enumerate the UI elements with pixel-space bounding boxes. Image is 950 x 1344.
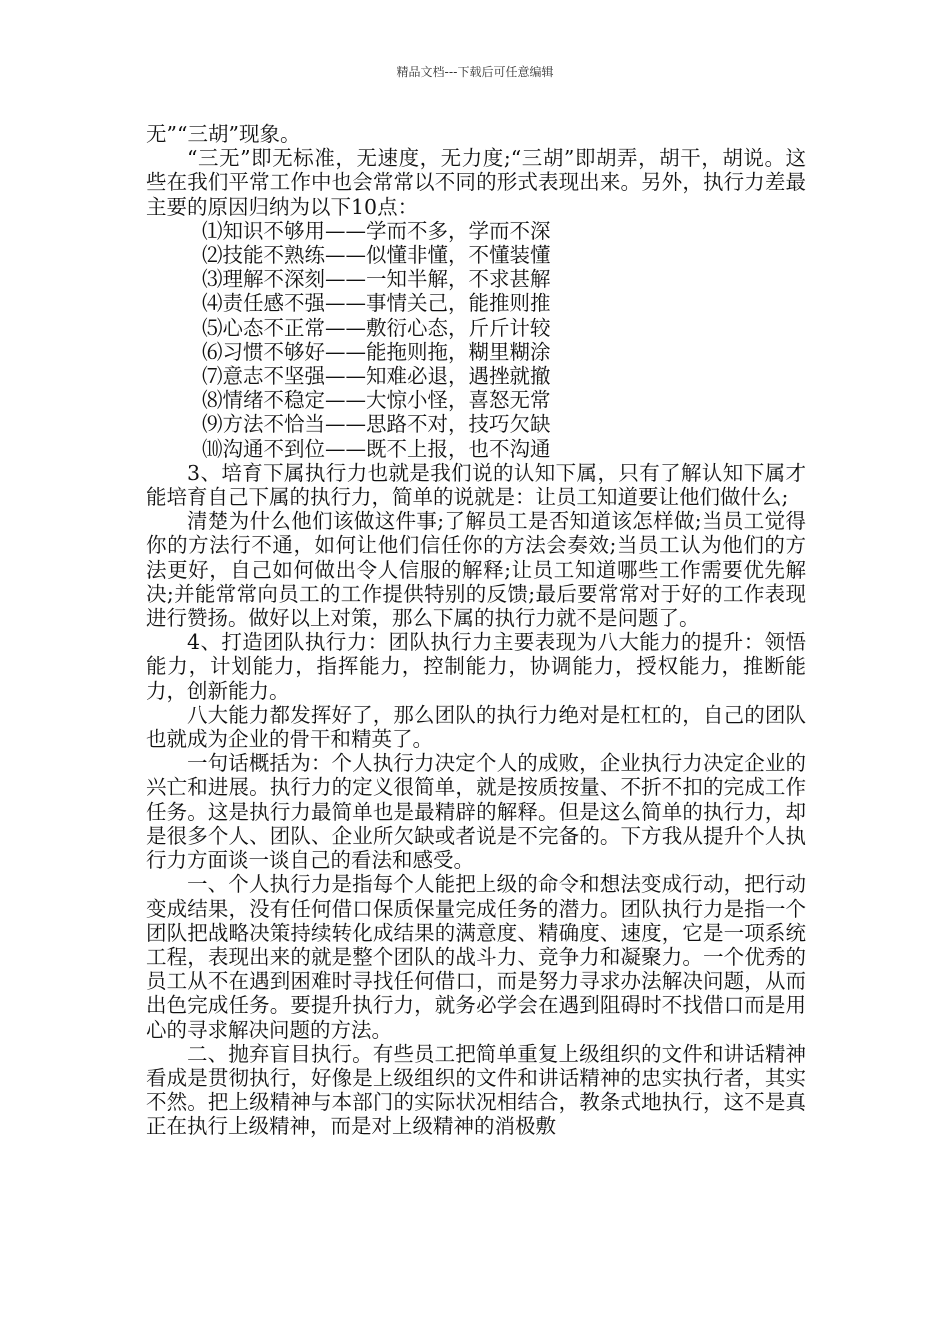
list-item: ⑽沟通不到位——既不上报，也不沟通	[202, 436, 551, 461]
list-item: ⑼方法不恰当——思路不对，技巧欠缺	[202, 412, 551, 437]
list-item: ⑻情绪不稳定——大惊小怪，喜怒无常	[202, 388, 551, 413]
paragraph: 清楚为什么他们该做这件事;了解员工是否知道该怎样做;当员工觉得你的方法行不通，如何让他们信任你的方法会奏效;当员工认为他们的方法更好，自己如何做出令人信服的解释;让员工知道哪些工作需要优先解决;并能常常向员工的工作提供特别的反馈;最后要常常对于好的工作表现进行赞扬。做好以上对策，那么下属的执行力就不是问题了。	[146, 509, 806, 631]
paragraph: 4、打造团队执行力：团队执行力主要表现为八大能力的提升：领悟能力，计划能力，指挥能力，控制能力，协调能力，授权能力，推断能力，创新能力。	[146, 630, 806, 703]
list-item: ⑵技能不熟练——似懂非懂，不懂装懂	[202, 243, 551, 268]
paragraph: “三无”即无标准，无速度，无力度;“三胡”即胡弄，胡干，胡说。这些在我们平常工作中也会常常以不同的形式表现出来。另外，执行力差最主要的原因归纳为以下10点：	[146, 146, 806, 219]
list-item: ⑴知识不够用——学而不多，学而不深	[202, 218, 551, 243]
paragraph: 无”“三胡”现象。	[146, 122, 301, 146]
reasons-list	[146, 219, 806, 461]
list-item: ⑷责任感不强——事情关己，能推则推	[202, 291, 551, 316]
paragraph: 二、抛弃盲目执行。有些员工把简单重复上级组织的文件和讲话精神看成是贯彻执行，好像是上级组织的文件和讲话精神的忠实执行者，其实不然。把上级精神与本部门的实际状况相结合，教条式地执行，这不是真正在执行上级精神，而是对上级精神的消极敷	[146, 1041, 806, 1139]
page-header: 精品文档---下载后可任意编辑	[396, 65, 554, 79]
list-item: ⑶理解不深刻——一知半解，不求甚解	[202, 267, 551, 292]
document-body	[146, 122, 806, 1139]
paragraph: 八大能力都发挥好了，那么团队的执行力绝对是杠杠的，自己的团队也就成为企业的骨干和精英了。	[146, 702, 806, 752]
paragraph: 3、培育下属执行力也就是我们说的认知下属，只有了解认知下属才能培育自己下属的执行力，简单的说就是：让员工知道要让他们做什么;	[146, 460, 806, 510]
paragraph: 一、个人执行力是指每个人能把上级的命令和想法变成行动，把行动变成结果，没有任何借口保质保量完成任务的潜力。团队执行力是指一个团队把战略决策持续转化成结果的满意度、精确度、速度，它是一项系统工程，表现出来的就是整个团队的战斗力、竞争力和凝聚力。一个优秀的员工从不在遇到困难时寻找任何借口，而是努力寻求办法解决问题，从而出色完成任务。要提升执行力，就务必学会在遇到阻碍时不找借口而是用心的寻求解决问题的方法。	[146, 872, 806, 1042]
list-item: ⑺意志不坚强——知难必退，遇挫就撤	[202, 364, 551, 389]
list-item: ⑹习惯不够好——能拖则拖，糊里糊涂	[202, 339, 551, 364]
list-item: ⑸心态不正常——敷衍心态，斤斤计较	[202, 315, 551, 340]
paragraph: 一句话概括为：个人执行力决定个人的成败，企业执行力决定企业的兴亡和进展。执行力的定义很简单，就是按质按量、不折不扣的完成工作任务。这是执行力最简单也是最精辟的解释。但是这么简单的执行力，却是很多个人、团队、企业所欠缺或者说是不完备的。下方我从提升个人执行力方面谈一谈自己的看法和感受。	[146, 751, 806, 873]
